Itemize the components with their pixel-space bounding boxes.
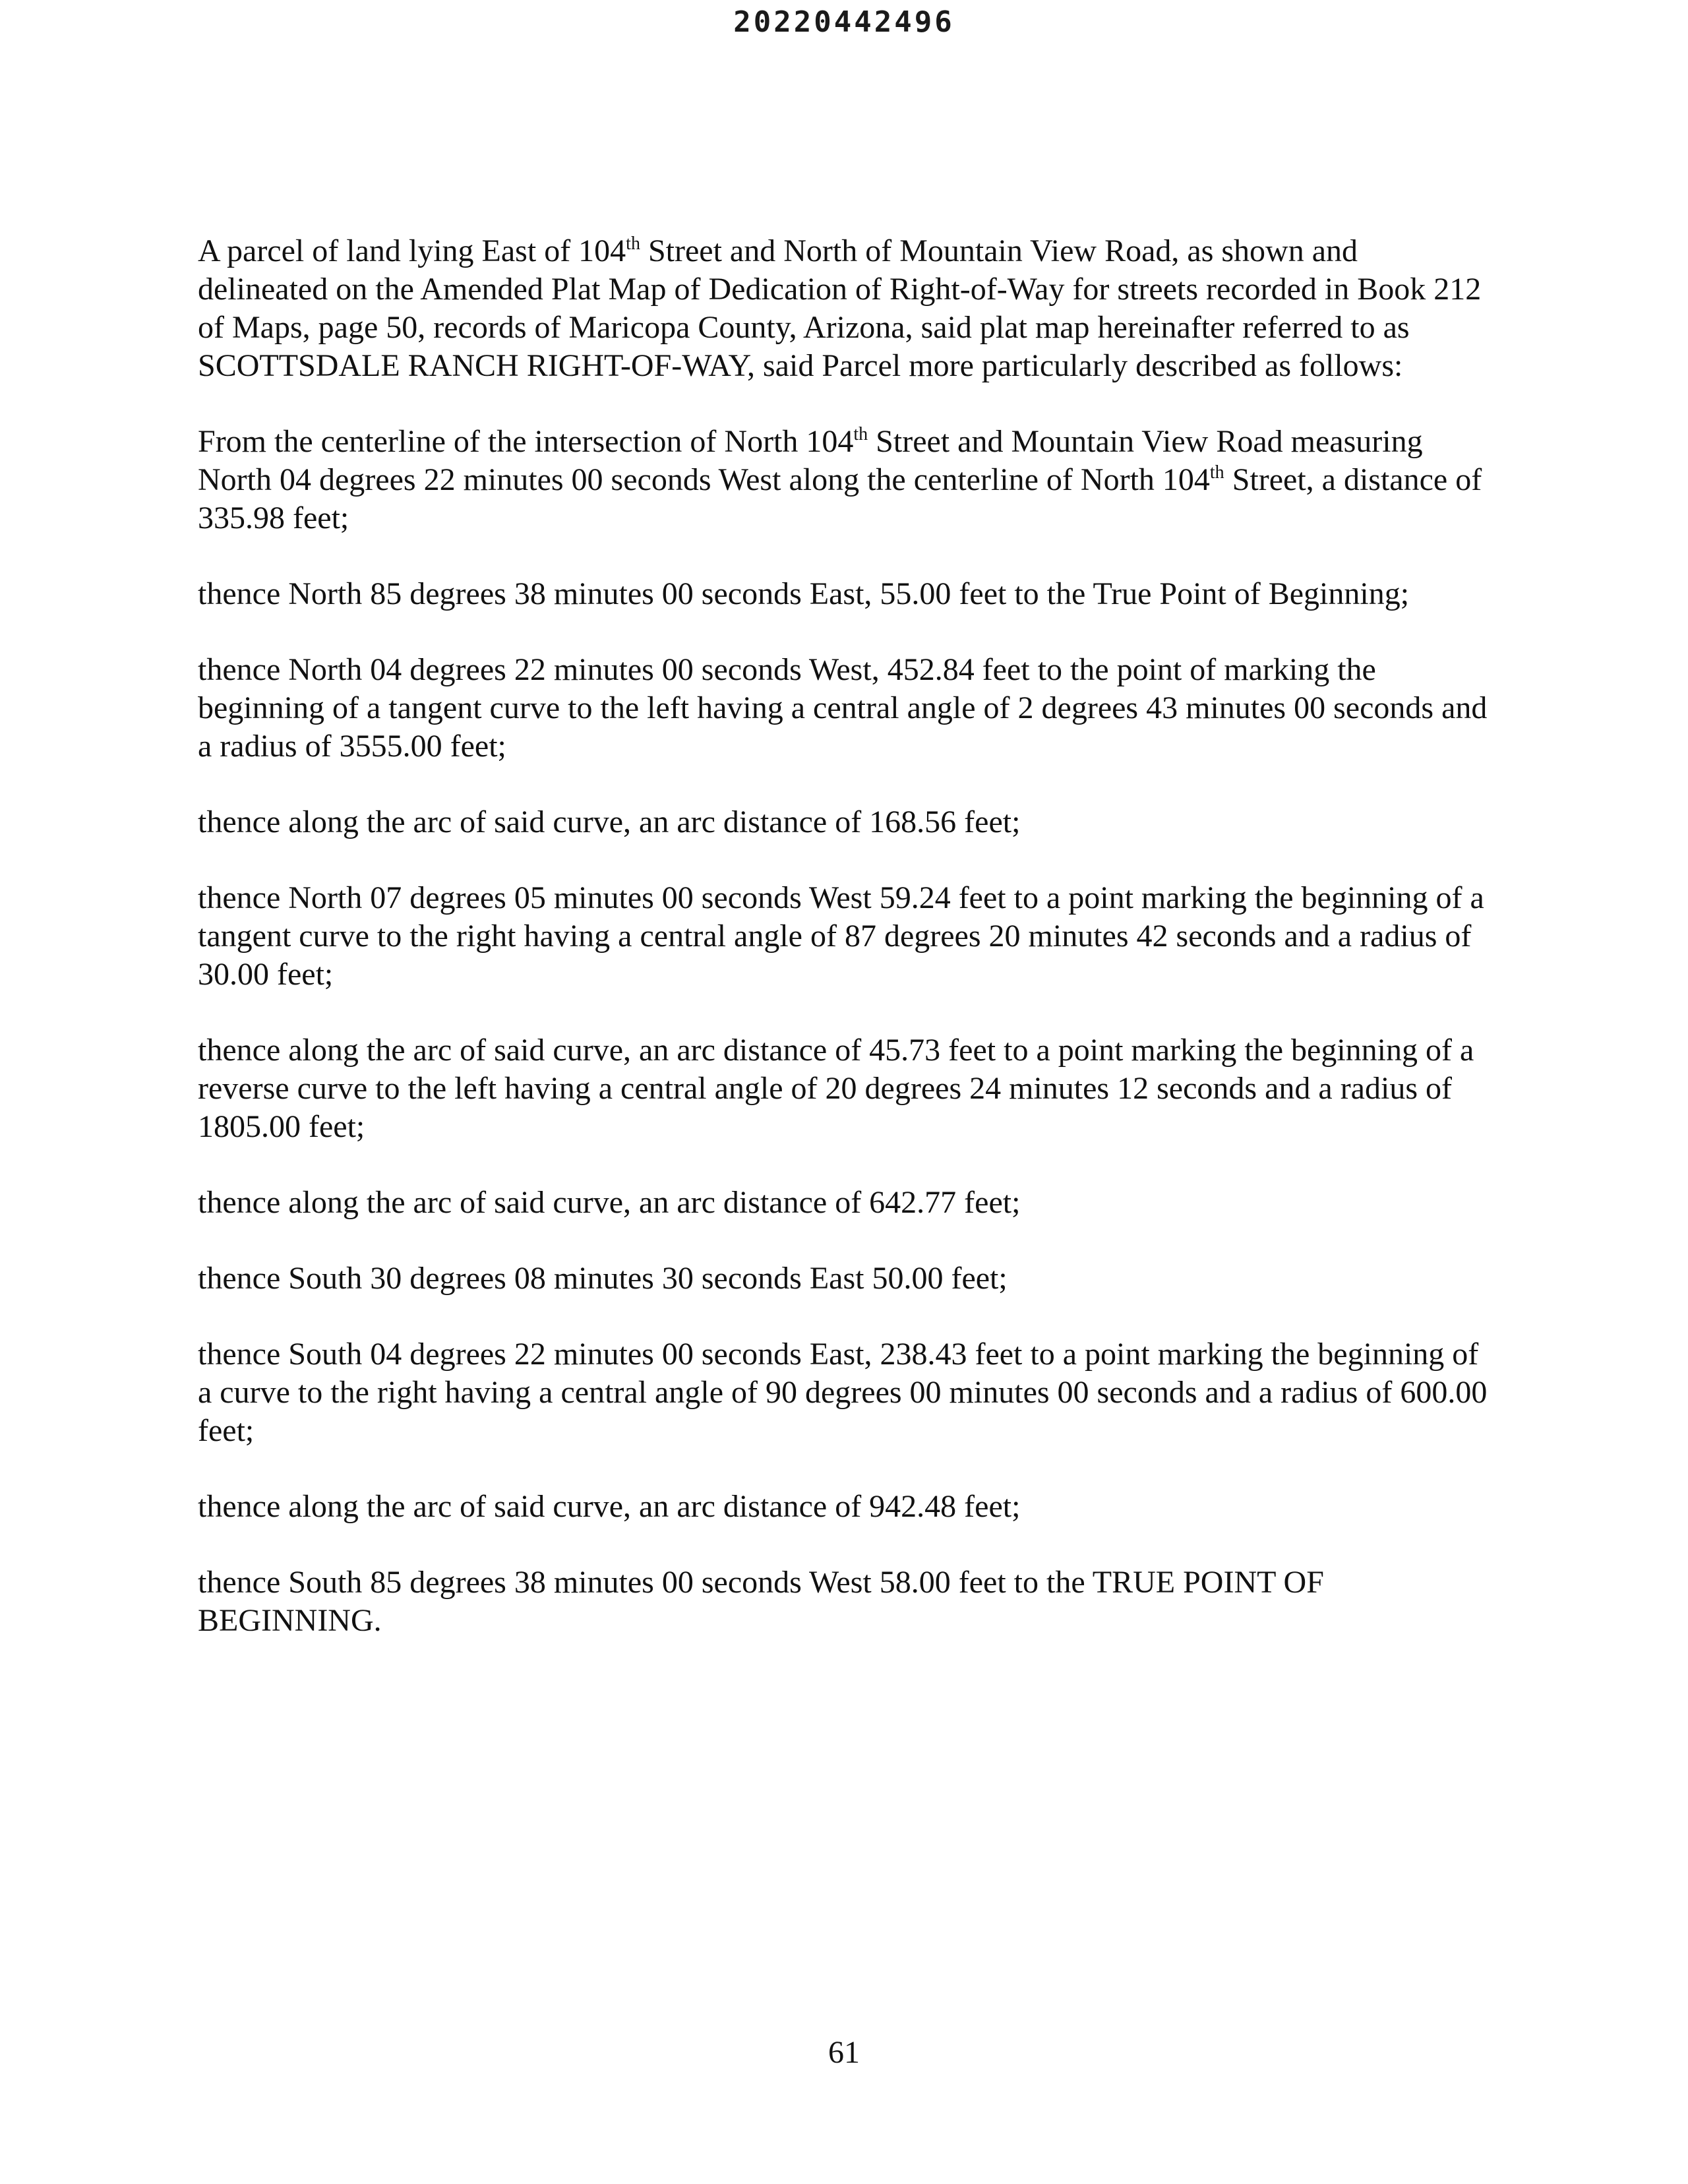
paragraph-course-8: thence South 04 degrees 22 minutes 00 seconds East, 238.43 feet to a point marking the beginning of a curve to the right having a central angle of 90 degrees 00 minutes 00 seconds and a radius of 600.00 feet; — [198, 1337, 1488, 1448]
text-run: Street and North of Mountain View Road, as shown and delineated on the Amended Plat Map of Dedication of Right-of-Way for streets recorded in Book 212 of Maps, page 50, records of Maricopa County, Arizona, said plat map hereinafter referred to as SCOTTSDALE RANCH RIGHT-OF-WAY, said Parcel more particularly described as follows: — [198, 233, 1482, 383]
text-run: A parcel of land lying East of 104 — [198, 233, 626, 268]
ordinal-suffix: th — [626, 233, 640, 254]
paragraph-parcel-intro — [198, 232, 1490, 385]
ordinal-suffix: th — [853, 424, 868, 444]
paragraph-commencement — [198, 423, 1490, 537]
text-run: From the centerline of the intersection of North 104 — [198, 424, 854, 459]
paragraph-course-6: thence along the arc of said curve, an arc distance of 642.77 feet; — [198, 1185, 1021, 1220]
paragraph-course-9: thence along the arc of said curve, an arc distance of 942.48 feet; — [198, 1489, 1021, 1524]
paragraph-course-2: thence North 04 degrees 22 minutes 00 seconds West, 452.84 feet to the point of marking the beginning of a tangent curve to the left having a central angle of 2 degrees 43 minutes 00 seconds and a radius of 3555.00 feet; — [198, 652, 1488, 764]
paragraph-course-1: thence North 85 degrees 38 minutes 00 seconds East, 55.00 feet to the True Point of Beginning; — [198, 576, 1410, 611]
paragraph-course-4: thence North 07 degrees 05 minutes 00 seconds West 59.24 feet to a point marking the beginning of a tangent curve to the right having a central angle of 87 degrees 20 minutes 42 seconds and a radius of 30.00 feet; — [198, 880, 1484, 992]
paragraph-course-3: thence along the arc of said curve, an arc distance of 168.56 feet; — [198, 804, 1021, 839]
paragraph-course-7: thence South 30 degrees 08 minutes 30 seconds East 50.00 feet; — [198, 1261, 1008, 1296]
paragraph-course-10: thence South 85 degrees 38 minutes 00 seconds West 58.00 feet to the TRUE POINT OF BEGINNING. — [198, 1565, 1324, 1638]
paragraph-course-5: thence along the arc of said curve, an arc distance of 45.73 feet to a point marking the beginning of a reverse curve to the left having a central angle of 20 degrees 24 minutes 12 seconds and a radius of 1805.00 feet; — [198, 1033, 1474, 1144]
text-run: Street, a distance of 335.98 feet; — [198, 462, 1482, 535]
ordinal-suffix: th — [1209, 462, 1224, 483]
document-number: 20220442496 — [733, 5, 955, 39]
legal-description — [198, 232, 1490, 1678]
page-number: 61 — [828, 2035, 860, 2070]
text-run: Street and Mountain View Road measuring North 04 degrees 22 minutes 00 seconds West along the centerline of North 104 — [198, 424, 1423, 497]
